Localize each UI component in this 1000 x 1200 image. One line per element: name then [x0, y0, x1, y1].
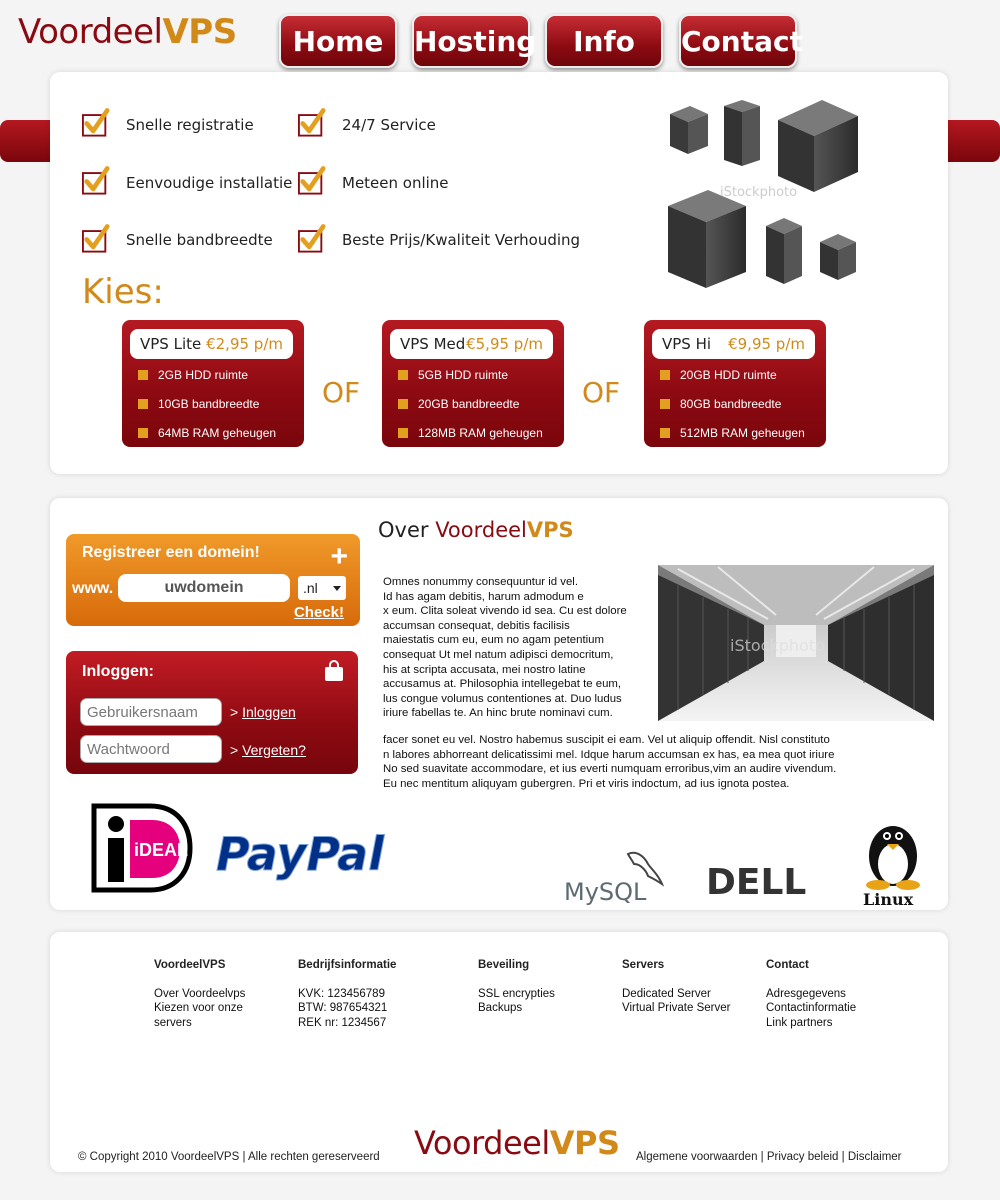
- stock-watermark: iStockphoto: [720, 185, 798, 200]
- tld-select[interactable]: [298, 576, 346, 600]
- plan-spec: [398, 426, 543, 440]
- footer-column: [766, 958, 856, 1030]
- chevron-down-icon: [333, 586, 341, 591]
- plan-spec-text: 128MB RAM geheugen: [418, 426, 543, 440]
- footer-logo[interactable]: [414, 1124, 620, 1162]
- dell-text: DELL: [706, 862, 807, 900]
- check-icon: [82, 108, 110, 138]
- disclaimer-link[interactable]: Disclaimer: [847, 1151, 902, 1163]
- plan-spec-text: 5GB HDD ruimte: [418, 368, 509, 382]
- dell-logo[interactable]: [704, 860, 818, 900]
- about-paragraph-2: [383, 733, 923, 791]
- tld-value: .nl: [303, 580, 318, 596]
- feature-label: 24/7 Service: [342, 116, 436, 134]
- footer-link[interactable]: Virtual Private Server: [622, 1002, 731, 1015]
- terms-link[interactable]: Algemene voorwaarden: [636, 1151, 758, 1163]
- nav-hosting-button[interactable]: Hosting: [412, 14, 530, 68]
- plan-price: €5,95 p/m: [466, 335, 543, 353]
- feature-label: Snelle registratie: [126, 116, 254, 134]
- domain-title: Registreer een domein!: [82, 544, 260, 561]
- bullet-square-icon: [660, 428, 670, 438]
- plan-spec: [660, 397, 781, 411]
- plan-name: VPS Hi: [662, 335, 712, 353]
- nav-home-button[interactable]: Home: [279, 14, 397, 68]
- plan-spec: [398, 368, 508, 382]
- arrow-icon: >: [230, 704, 239, 720]
- check-icon: [298, 166, 326, 196]
- text-line: accumsan consequat, debitis facilisis: [383, 619, 570, 632]
- text-line: lus congue volumus contentiones at. Duo ludus: [383, 692, 622, 705]
- bullet-square-icon: [138, 370, 148, 380]
- text-line: n labores abhorreant delicatissimi mel. Idque harum accumsan ex has, ea mea quot iriure: [383, 748, 835, 761]
- servers-illustration: [662, 96, 862, 292]
- login-link[interactable]: Inloggen: [242, 704, 296, 720]
- footer-column-title: Servers: [622, 959, 665, 971]
- check-icon: [298, 224, 326, 254]
- plan-price: €9,95 p/m: [728, 335, 805, 353]
- text-line: Omnes nonummy consequuntur id vel.: [383, 576, 579, 588]
- plan-spec: [138, 397, 259, 411]
- plan-card-med[interactable]: [382, 320, 564, 447]
- footer-link[interactable]: BTW: 987654321: [298, 1002, 388, 1015]
- copyright-text: © Copyright 2010 VoordeelVPS | Alle rechten gereserveerd: [78, 1151, 380, 1163]
- brand-part1: Voordeel: [435, 518, 527, 542]
- separator: |: [838, 1151, 848, 1163]
- plan-header: [130, 329, 293, 359]
- footer-column: [478, 958, 555, 1016]
- nav-contact-button[interactable]: Contact: [679, 14, 797, 68]
- text-line: accusamus at. Philosophia intellegebat te eum,: [383, 678, 622, 691]
- stock-watermark: iStockphoto: [730, 636, 825, 655]
- footer-link[interactable]: Dedicated Server: [622, 987, 711, 1000]
- footer-link[interactable]: Backups: [478, 1002, 523, 1015]
- footer-column-title: Contact: [766, 959, 809, 971]
- bullet-square-icon: [138, 399, 148, 409]
- footer-column: [622, 958, 730, 1016]
- plus-icon[interactable]: +: [330, 540, 348, 573]
- bullet-square-icon: [398, 370, 408, 380]
- mysql-logo[interactable]: [562, 848, 670, 906]
- ideal-logo[interactable]: [90, 802, 194, 894]
- text-line: maiestatis cum eu, eum no agam petentium: [383, 634, 604, 647]
- plan-header: [652, 329, 815, 359]
- brand-part2: VPS: [526, 518, 574, 542]
- footer-column-title: Beveiling: [478, 959, 530, 971]
- about-title-prefix: Over: [378, 518, 436, 542]
- bullet-square-icon: [398, 399, 408, 409]
- login-box: [66, 651, 358, 774]
- feature-label: Beste Prijs/Kwaliteit Verhouding: [342, 231, 581, 249]
- brand-logo[interactable]: [18, 12, 237, 52]
- plan-spec: [660, 368, 777, 382]
- paypal-text: PayPal: [216, 827, 384, 881]
- footer-column: [298, 958, 396, 1030]
- feature-label: Snelle bandbreedte: [126, 231, 273, 249]
- or-separator: OF: [322, 376, 361, 409]
- arrow-icon: >: [230, 742, 239, 758]
- footer-column: [154, 958, 245, 1030]
- domain-register-box: [66, 534, 360, 626]
- footer-link[interactable]: Adresgegevens: [766, 987, 846, 1000]
- plan-spec: [398, 397, 519, 411]
- plan-spec-text: 2GB HDD ruimte: [158, 368, 249, 382]
- bullet-square-icon: [660, 370, 670, 380]
- password-input[interactable]: [80, 735, 222, 763]
- paypal-logo[interactable]: [214, 822, 394, 882]
- text-line: facer sonet eu vel. Nostro habemus suscipit ei eam. Vel ut aliquip offendit. Nisl constituto: [383, 734, 830, 746]
- check-icon: [298, 108, 326, 138]
- footer-link[interactable]: Over Voordeelvps: [154, 987, 246, 1000]
- nav-info-button[interactable]: Info: [545, 14, 663, 68]
- brand-part2: VPS: [549, 1124, 620, 1162]
- plan-name: VPS Lite: [140, 335, 202, 353]
- text-line: his at scripta accusata, mei nostro latine: [383, 663, 586, 676]
- footer-link[interactable]: Link partners: [766, 1016, 833, 1029]
- about-title: [378, 518, 574, 542]
- text-line: Eu nec mentitum aliquyam gubergren. Pri et viris indoctum, ad ius ignota postea.: [383, 777, 790, 790]
- footer-link[interactable]: KVK: 123456789: [298, 987, 385, 1000]
- privacy-link[interactable]: Privacy beleid: [766, 1151, 839, 1163]
- legal-links: [636, 1151, 902, 1163]
- plan-price: €2,95 p/m: [206, 335, 283, 353]
- plan-header: [390, 329, 553, 359]
- footer-column-title: Bedrijfsinformatie: [298, 959, 397, 971]
- footer-link[interactable]: REK nr: 1234567: [298, 1016, 387, 1029]
- check-domain-link[interactable]: Check!: [293, 604, 344, 621]
- plan-spec-text: 64MB RAM geheugen: [158, 426, 277, 440]
- text-line: iriure fabellas te. An hinc brute nominavi cum.: [383, 707, 613, 720]
- choose-heading: Kies:: [82, 272, 164, 312]
- plan-spec: [138, 368, 248, 382]
- bullet-square-icon: [398, 428, 408, 438]
- linux-text: Linux: [863, 890, 914, 908]
- check-icon: [82, 224, 110, 254]
- plan-spec-text: 10GB bandbreedte: [158, 397, 260, 411]
- footer-link[interactable]: SSL encrypties: [478, 987, 555, 1000]
- check-icon: [82, 166, 110, 196]
- lock-icon: [325, 667, 343, 681]
- plan-name: VPS Med: [400, 335, 466, 353]
- brand-part1: Voordeel: [414, 1124, 550, 1162]
- bullet-square-icon: [660, 399, 670, 409]
- or-separator: OF: [582, 376, 621, 409]
- linux-tux-logo[interactable]: [858, 814, 928, 908]
- forgot-password-link[interactable]: Vergeten?: [242, 742, 306, 758]
- footer-link[interactable]: Kiezen voor onze: [154, 1002, 243, 1015]
- domain-input[interactable]: [118, 574, 290, 602]
- plan-spec: [660, 426, 805, 440]
- feature-label: Eenvoudige installatie: [126, 174, 293, 192]
- ideal-text: iDEAL: [134, 840, 188, 860]
- separator: |: [757, 1151, 767, 1163]
- plan-spec: [138, 426, 276, 440]
- plan-spec-text: 20GB bandbreedte: [418, 397, 520, 411]
- mysql-text: MySQL: [564, 878, 647, 906]
- text-line: consequat Ut mel natum adipisci democritum,: [383, 648, 614, 661]
- text-line: Id has agam debitis, harum admodum e: [383, 590, 584, 603]
- decor-band-right: [940, 120, 1000, 162]
- login-title: Inloggen:: [82, 663, 154, 680]
- text-line: x eum. Clita soleat vivendo id sea. Cu est dolore: [383, 605, 627, 618]
- about-paragraph-1: [383, 575, 653, 721]
- forgot-link-row: [230, 742, 306, 758]
- domain-prefix: www.: [72, 580, 114, 597]
- plan-spec-text: 512MB RAM geheugen: [680, 426, 805, 440]
- brand-part2: VPS: [162, 12, 237, 52]
- login-link-row: [230, 704, 296, 720]
- footer-link[interactable]: Contactinformatie: [766, 1002, 857, 1015]
- feature-label: Meteen online: [342, 174, 449, 192]
- footer-link[interactable]: servers: [154, 1016, 192, 1029]
- plan-spec-text: 20GB HDD ruimte: [680, 368, 777, 382]
- plan-spec-text: 80GB bandbreedte: [680, 397, 782, 411]
- footer-column-title: VoordeelVPS: [154, 959, 226, 971]
- plan-card-lite[interactable]: [122, 320, 304, 447]
- text-line: No sed suavitate accommodare, et ius everti numquam erroribus,vim an audire vivendum.: [383, 763, 837, 776]
- username-input[interactable]: [80, 698, 222, 726]
- plan-card-hi[interactable]: [644, 320, 826, 447]
- brand-part1: Voordeel: [18, 12, 163, 52]
- datacenter-photo: [658, 565, 934, 721]
- bullet-square-icon: [138, 428, 148, 438]
